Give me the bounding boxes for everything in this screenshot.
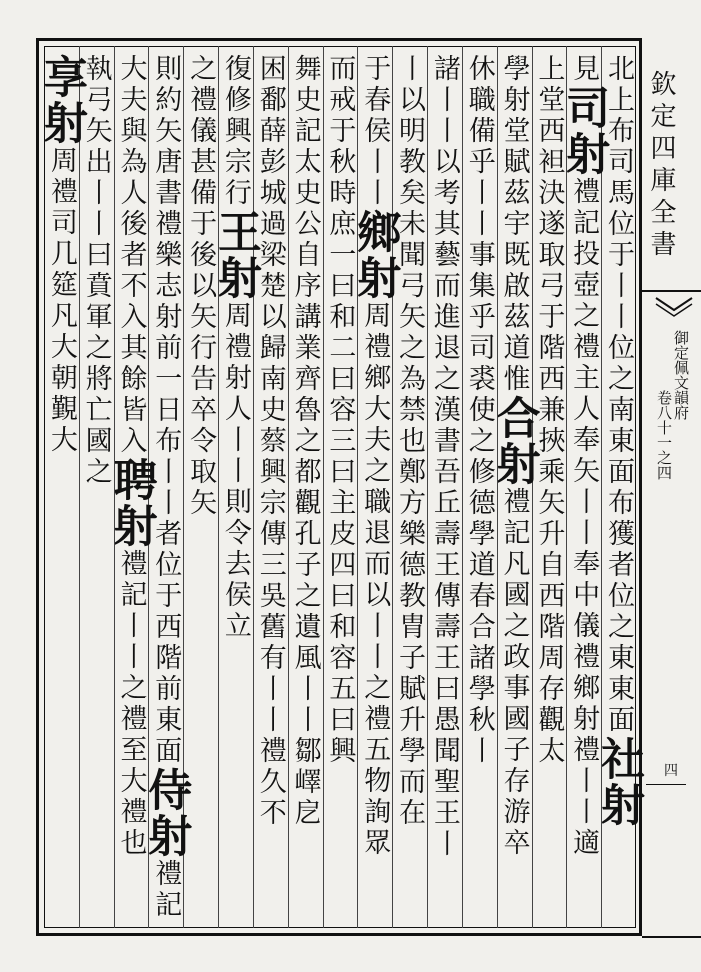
column-divider: [427, 46, 428, 928]
entry-text: 則約矢唐書禮樂志射前一日布丨丨者位于西階前東面: [150, 54, 182, 767]
entry-heading: 社射: [592, 736, 644, 828]
entry-heading: 聘射: [105, 457, 157, 549]
column-divider: [79, 46, 80, 928]
entry-heading: 合射: [488, 395, 540, 487]
column-divider: [253, 46, 254, 928]
entry-heading: 享射: [35, 54, 87, 146]
entry-heading: 侍射: [140, 767, 192, 859]
text-column: [558, 54, 610, 922]
fish-tail-ornament-icon: [654, 296, 694, 322]
column-divider: [114, 46, 115, 928]
entry-text: 于春侯丨丨: [359, 54, 391, 209]
header-rule-top: [642, 290, 701, 292]
text-column: [464, 54, 495, 922]
text-column: [35, 54, 87, 922]
entry-text: 休職備乎丨丨事集乎司裘: [463, 54, 495, 395]
entry-text: 禮記投壺之禮主人奉矢丨丨奉中儀禮鄉射禮丨丨適: [568, 177, 600, 859]
text-column: [255, 54, 286, 922]
text-column: [488, 54, 540, 922]
text-column: [81, 54, 112, 922]
text-column: [290, 54, 321, 922]
entry-text: 禮記丨丨之禮至大禮也: [115, 549, 147, 859]
entry-text: 執弓矢出丨丨曰賁軍之將亡國之: [80, 54, 112, 488]
entry-text: 周禮鄉大夫之職退而以丨丨之禮五物詢眾: [359, 301, 391, 859]
text-column: [349, 54, 401, 922]
column-divider: [566, 46, 567, 928]
column-divider: [323, 46, 324, 928]
text-column: [534, 54, 565, 922]
text-column: [325, 54, 356, 922]
column-divider: [462, 46, 463, 928]
text-column: [429, 54, 460, 922]
entry-text: 禮記凡國之政事國子存游卒: [498, 487, 530, 859]
column-divider: [357, 46, 358, 928]
header-rule-bottom: [642, 936, 701, 938]
entry-text: 學射堂賦茲宇既啟茲道惟: [498, 54, 530, 395]
text-column: [394, 54, 425, 922]
column-divider: [497, 46, 498, 928]
entry-text: 而戒于秋時: [324, 54, 356, 209]
entry-text: 使之修德學道春合諸學秋丨: [463, 395, 495, 767]
entry-text: 周禮司几筵凡大朝覲大: [45, 146, 77, 456]
entry-text: 舞史記太史公自序講業齊魯之都觀孔子之遺風丨丨鄒嶧戹: [289, 54, 321, 829]
column-divider: [601, 46, 602, 928]
entry-text: 禮記: [150, 859, 182, 921]
entry-text: 諸丨丨以考其藝而進退之漢書吾丘壽王傳壽王曰愚聞聖王丨: [428, 54, 460, 860]
column-divider: [392, 46, 393, 928]
text-column: [105, 54, 157, 922]
page-number-rule: [646, 784, 686, 785]
entry-text: 庶一曰和二曰容三曰主皮四曰和容五曰興: [324, 209, 356, 767]
entry-text: 見: [568, 54, 600, 85]
entry-text: 周禮射人丨丨則令去侯立: [219, 301, 251, 642]
entry-text: 復修興宗行: [219, 54, 251, 209]
page-number: 四: [664, 763, 678, 779]
column-divider: [288, 46, 289, 928]
column-divider: [532, 46, 533, 928]
entry-text: 困鄱薛彭城過梁楚以歸南史蔡興宗傳三吳舊有丨丨禮久不: [254, 54, 286, 829]
text-column: [592, 54, 644, 922]
column-divider: [218, 46, 219, 928]
entry-heading: 王射: [209, 209, 261, 301]
entry-text: 丨以明教矣未聞弓矢之為禁也鄭方樂德教胄子賦升學而在: [394, 54, 426, 829]
book-title: 欽定四庫全書: [646, 70, 676, 262]
entry-text: 上: [533, 54, 565, 85]
entry-text: 堂西袒決遂取弓于階西兼挾乘矢升自西階周存觀太: [533, 85, 565, 767]
entry-text: 北上布司馬位于丨丨位之南東面布獲者位之東東面: [602, 54, 634, 736]
entry-heading: 司射: [558, 85, 610, 177]
entry-text: 之禮儀甚備: [185, 54, 217, 209]
entry-heading: 鄉射: [349, 209, 401, 301]
subtitle-book: 御定佩文韻府: [672, 330, 690, 420]
entry-text: 大夫與為人後者不入其餘皆入: [115, 54, 147, 457]
subtitle-volume: 卷八十一之四: [655, 390, 673, 480]
text-column: [209, 54, 261, 922]
entry-text: 于後以矢行告卒令取矢: [185, 209, 217, 519]
